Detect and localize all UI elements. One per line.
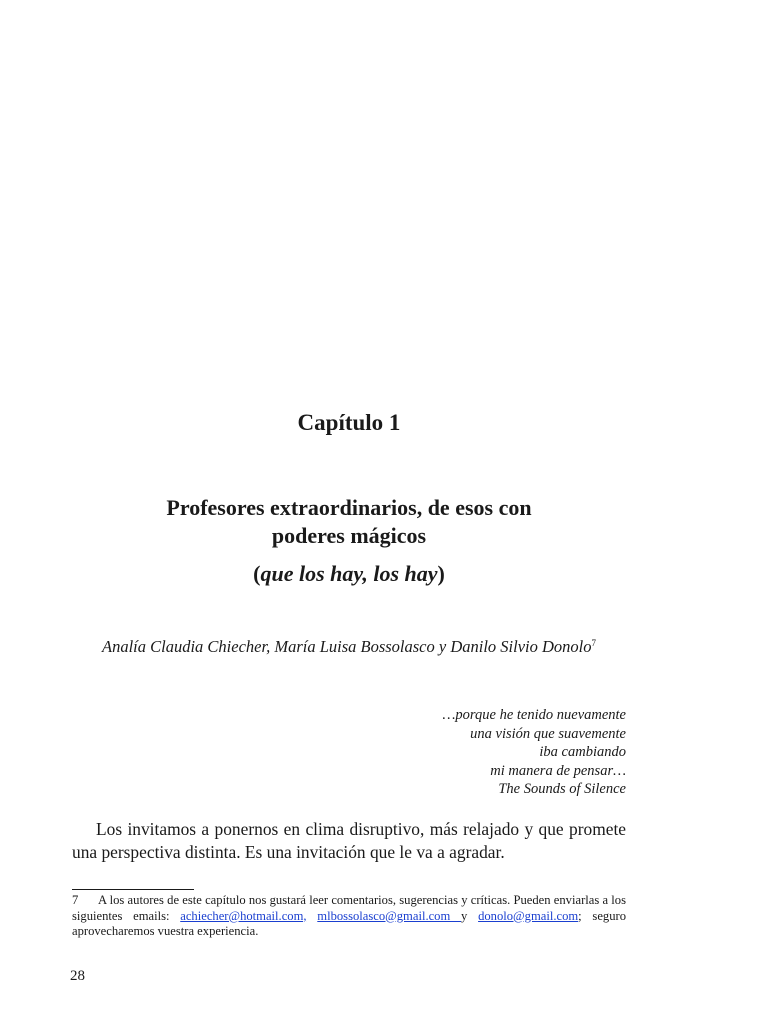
email-link-achiecher[interactable]: achiecher@hotmail.com, xyxy=(180,908,307,923)
body-paragraph: Los invitamos a ponernos en clima disruptivo, más relajado y que promete una perspectiva distinta. Es una invitación que le va a agradar. xyxy=(72,819,626,862)
chapter-heading: Capítulo 1 xyxy=(297,410,401,435)
authors-line xyxy=(72,632,626,658)
epigraph-line: iba cambiando xyxy=(539,744,626,760)
epigraph-line: mi manera de pensar… xyxy=(490,762,626,779)
footnote-reference: 7 xyxy=(591,638,596,648)
page-number: 28 xyxy=(70,968,85,984)
chapter-title-line-1: Profesores extraordinarios, de esos con xyxy=(166,495,532,520)
epigraph-line: …porque he tenido nuevamente xyxy=(442,707,626,723)
footnote-number: 7 xyxy=(72,893,79,907)
chapter-title xyxy=(0,494,698,550)
footnote-text: A los autores de este capítulo nos gustará leer comentarios, sugerencias y críticas. Pueden enviarlas a los siguientes emails: xyxy=(72,893,626,923)
epigraph-line: una visión que suavemente xyxy=(470,725,626,742)
body-text xyxy=(72,818,626,864)
email-link-donolo[interactable]: donolo@gmail.com xyxy=(478,908,579,923)
epigraph xyxy=(443,706,626,799)
footnote-separator: y xyxy=(461,908,479,923)
subtitle-close-paren: ) xyxy=(437,561,445,586)
footnote-separator xyxy=(307,909,318,923)
subtitle-italic-text: que los hay, los hay xyxy=(260,561,438,586)
subtitle-open-paren: ( xyxy=(253,561,261,586)
email-link-mlbossolasco[interactable]: mlbossolasco@gmail.com xyxy=(317,908,462,923)
epigraph-source: The Sounds of Silence xyxy=(498,781,626,797)
chapter-subtitle xyxy=(0,560,698,588)
footnote-divider xyxy=(72,889,194,890)
chapter-title-line-2: poderes mágicos xyxy=(271,523,427,548)
authors-names: Analía Claudia Chiecher, María Luisa Bossolasco y Danilo Silvio Donolo xyxy=(102,637,592,656)
footnote-text-end: ; seguro aprovecharemos vuestra experiencia. xyxy=(72,908,626,938)
footnote xyxy=(72,893,626,940)
